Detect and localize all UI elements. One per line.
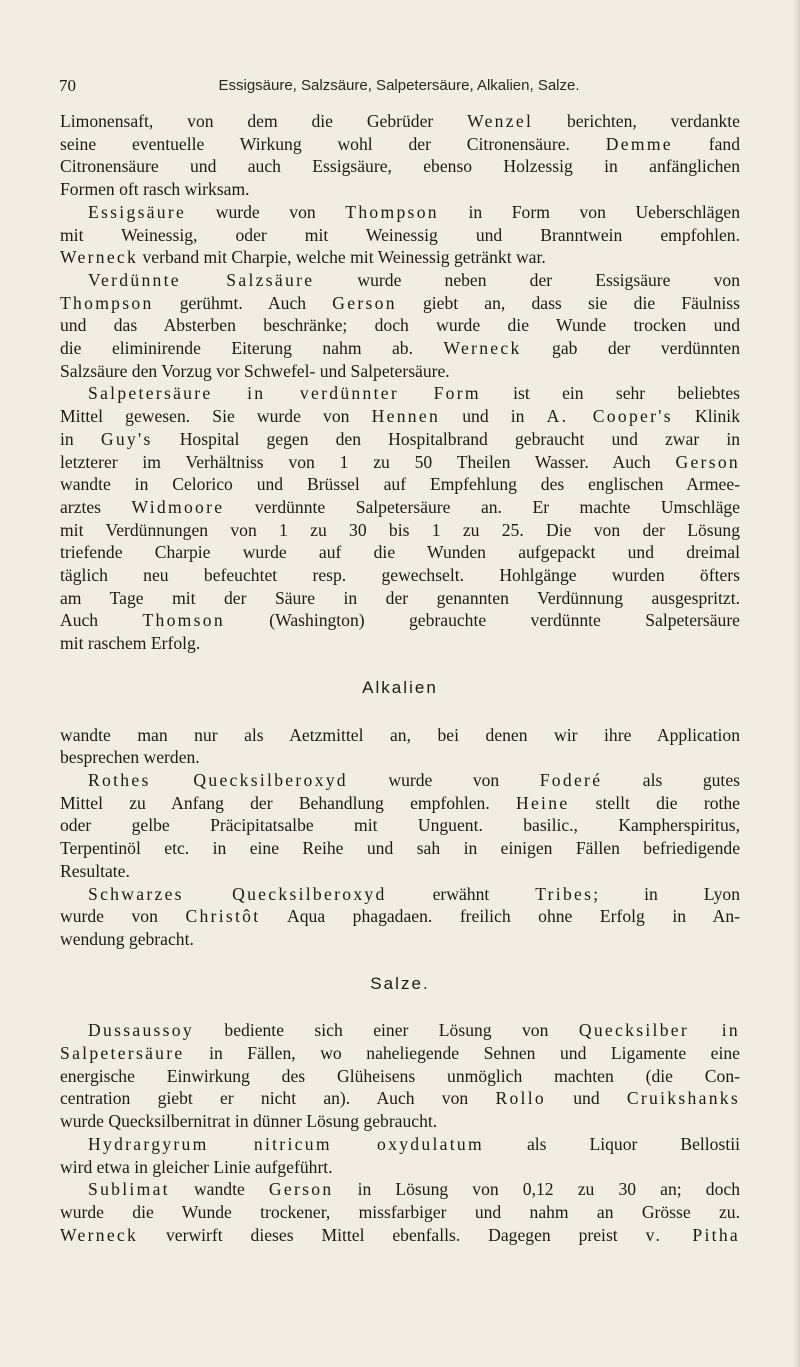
- text-run: mit Verdünnungen von 1 zu 30 bis 1 zu 25. Die von der Lösung: [60, 519, 740, 540]
- spaced-name: Sublimat: [88, 1179, 170, 1200]
- paragraph-salzsaeure: [60, 269, 740, 383]
- text-run: Citronensäure und auch Essigsäure, ebenso Holzessig in anfänglichen: [60, 156, 740, 177]
- text-run: verband mit Charpie, welche mit Weinessig getränkt war.: [138, 247, 546, 268]
- text-run: als gutes: [602, 769, 740, 790]
- text-run: am Tage mit der Säure in der genannten Verdünnung ausgespritzt.: [60, 587, 740, 608]
- paragraph-alkalien-intro: [60, 724, 740, 769]
- spaced-name: Salpetersäure: [60, 1043, 185, 1064]
- text-line: [60, 905, 740, 928]
- page-edge-shadow: [793, 0, 800, 1367]
- text-run: wendung gebracht.: [60, 928, 194, 949]
- text-line: [60, 587, 740, 610]
- text-run: (Washington) gebrauchte verdünnte Salpetersäure: [224, 610, 740, 631]
- text-run: wandte: [169, 1179, 269, 1200]
- text-line: [60, 769, 740, 792]
- text-line: [60, 1224, 740, 1247]
- text-line: [60, 428, 740, 451]
- text-run: berichten, verdankte: [533, 111, 740, 131]
- text-run: stellt die rothe: [569, 792, 740, 813]
- paragraph-schwarzes-quecksilberoxyd: [60, 883, 740, 951]
- text-line: [60, 496, 740, 519]
- text-line: [60, 1110, 740, 1133]
- text-run: und: [546, 1088, 627, 1109]
- spaced-name: Werneck: [60, 247, 139, 268]
- text-run: wurde von: [60, 906, 186, 927]
- text-run: in: [60, 428, 101, 449]
- spaced-name: Essigsäure: [88, 201, 187, 222]
- text-line: [60, 746, 740, 769]
- text-run: Limonensaft, von dem die Gebrüder: [60, 111, 468, 131]
- text-line: [60, 360, 740, 383]
- text-line: [60, 1201, 740, 1224]
- spaced-name: Thompson: [60, 292, 154, 313]
- text-line: [60, 1133, 740, 1156]
- text-line: [60, 564, 740, 587]
- text-run: mit Weinessig, oder mit Weinessig und Branntwein empfohlen.: [60, 224, 740, 245]
- spaced-name: Dussaussoy: [88, 1020, 194, 1041]
- text-run: arztes: [60, 496, 132, 517]
- text-line: [60, 314, 740, 337]
- spaced-name: Werneck: [443, 338, 522, 359]
- spaced-name: Gerson: [332, 292, 397, 313]
- spaced-name: Verdünnte Salzsäure: [88, 269, 315, 290]
- text-run: Terpentinöl etc. in eine Reihe und sah in einigen Fällen befriedigende: [60, 838, 740, 859]
- text-run: bediente sich einer Lösung von: [193, 1020, 579, 1041]
- spaced-name: Christôt: [185, 906, 261, 927]
- text-line: [60, 292, 740, 315]
- text-line: [60, 269, 740, 292]
- text-run: gerühmt. Auch: [153, 292, 333, 313]
- text-run: Formen oft rasch wirksam.: [60, 179, 250, 200]
- text-run: und in: [440, 406, 547, 427]
- text-run: in Fällen, wo naheliegende Sehnen und Ligamente eine: [184, 1043, 740, 1064]
- text-run: ist ein sehr beliebtes: [480, 383, 740, 404]
- text-run: oder gelbe Präcipitatsalbe mit Unguent. basilic., Kampherspiritus,: [60, 815, 740, 836]
- text-run: centration giebt er nicht an). Auch von: [60, 1088, 496, 1109]
- text-line: [60, 860, 740, 883]
- text-line: [60, 246, 740, 269]
- text-run: triefende Charpie wurde auf die Wunden aufgepackt und dreimal: [60, 542, 740, 563]
- text-line: [60, 1156, 740, 1179]
- text-line: [60, 1042, 740, 1065]
- text-run: Hospital gegen den Hospitalbrand gebraucht und zwar in: [152, 428, 740, 449]
- spaced-name: Wenzel: [467, 111, 534, 131]
- paragraph-limonensaft: [60, 110, 740, 201]
- spaced-name: Hydrargyrum nitricum oxydulatum: [88, 1133, 484, 1154]
- text-run: wandte in Celorico und Brüssel auf Empfehlung des englischen Armee-: [60, 474, 740, 495]
- text-run: täglich neu befeuchtet resp. gewechselt. Hohlgänge wurden öfters: [60, 565, 740, 586]
- text-run: energische Einwirkung des Glüheisens unmöglich machten (die Con-: [60, 1065, 740, 1086]
- text-run: wurde von: [347, 769, 540, 790]
- text-line: [60, 382, 740, 405]
- text-line: [60, 405, 740, 428]
- text-run: letzterer im Verhältniss von 1 zu 50 Theilen Wasser. Auch: [60, 451, 676, 472]
- text-line: [60, 632, 740, 655]
- text-line: [60, 609, 740, 632]
- text-line: [60, 928, 740, 951]
- text-run: verwirft dieses Mittel ebenfalls. Dagegen preist: [138, 1224, 646, 1245]
- page-number: 70: [59, 76, 76, 95]
- spaced-name: Salpetersäure in verdünnter Form: [88, 383, 481, 404]
- spaced-name: Demme: [605, 133, 673, 154]
- spaced-name: Hennen: [371, 406, 441, 427]
- paragraph-essigsaeure: [60, 201, 740, 269]
- text-line: [60, 1087, 740, 1110]
- text-run: Auch: [60, 610, 143, 631]
- text-line: [60, 155, 740, 178]
- text-line: [60, 541, 740, 564]
- text-line: [60, 110, 740, 133]
- text-run: Klinik: [672, 406, 740, 427]
- spaced-name: Rothes Quecksilberoxyd: [88, 769, 348, 790]
- text-line: [60, 724, 740, 747]
- text-run: ; in Lyon: [593, 883, 740, 904]
- text-line: [60, 814, 740, 837]
- text-line: [60, 1178, 740, 1201]
- section-heading-alkalien: Alkalien: [362, 677, 438, 697]
- text-run: verdünnte Salpetersäure an. Er machte Umschläge: [224, 496, 740, 517]
- text-line: [60, 1065, 740, 1088]
- spaced-name: Thomson: [142, 610, 225, 631]
- text-run: gab der verdünnten: [521, 338, 740, 359]
- text-run: wandte man nur als Aetzmittel an, bei denen wir ihre Application: [60, 724, 740, 745]
- page-header: [59, 76, 739, 96]
- text-run: Salzsäure den Vorzug vor Schwefel- und Salpetersäure.: [60, 360, 450, 381]
- text-line: [60, 337, 740, 360]
- paragraph-hydrargyrum: [60, 1133, 740, 1178]
- spaced-name: Gerson: [268, 1179, 334, 1200]
- text-run: in Lösung von 0,12 zu 30 an; doch: [333, 1179, 740, 1200]
- spaced-name: Tribes: [535, 883, 594, 904]
- text-run: Resultate.: [60, 860, 130, 881]
- text-run: wurde von: [186, 201, 346, 222]
- spaced-name: Rollo: [495, 1088, 546, 1109]
- text-run: giebt an, dass sie die Fäulniss: [396, 292, 740, 313]
- text-run: wurde Quecksilbernitrat in dünner Lösung gebraucht.: [60, 1111, 438, 1132]
- text-run: wurde neben der Essigsäure von: [314, 269, 740, 290]
- text-run: wurde die Wunde trockener, missfarbiger und nahm an Grösse zu.: [60, 1201, 740, 1222]
- text-run: mit raschem Erfolg.: [60, 633, 201, 654]
- spaced-name: Guy's: [100, 428, 153, 449]
- spaced-name: Foderé: [539, 769, 603, 790]
- spaced-name: Widmoore: [131, 496, 225, 517]
- text-line: [60, 224, 740, 247]
- spaced-name: Quecksilber in: [578, 1020, 740, 1041]
- text-line: [60, 883, 740, 906]
- body-text: [60, 110, 740, 1246]
- running-title: Essigsäure, Salzsäure, Salpetersäure, Alkalien, Salze.: [218, 77, 580, 94]
- text-line: [60, 837, 740, 860]
- text-run: seine eventuelle Wirkung wohl der Citronensäure.: [60, 133, 606, 154]
- text-run: Aqua phagadaen. freilich ohne Erfolg in An-: [260, 906, 740, 927]
- paragraph-dussaussoy: [60, 1019, 740, 1133]
- paragraph-sublimat: [60, 1178, 740, 1246]
- text-line: [60, 519, 740, 542]
- text-run: Mittel zu Anfang der Behandlung empfohlen.: [60, 792, 516, 813]
- text-run: und das Absterben beschränke; doch wurde die Wunde trocken und: [60, 315, 740, 336]
- text-run: wird etwa in gleicher Linie aufgeführt.: [60, 1156, 333, 1177]
- spaced-name: v. Pitha: [645, 1224, 741, 1245]
- spaced-name: Cruikshanks: [626, 1088, 741, 1109]
- text-run: erwähnt: [386, 883, 536, 904]
- text-run: fand: [672, 133, 740, 154]
- text-line: [60, 201, 740, 224]
- spaced-name: Schwarzes Quecksilberoxyd: [88, 883, 387, 904]
- spaced-name: A. Cooper's: [546, 406, 673, 427]
- spaced-name: Heine: [515, 792, 570, 813]
- text-line: [60, 1019, 740, 1042]
- text-run: besprechen werden.: [60, 747, 200, 768]
- paragraph-salpetersaeure: [60, 382, 740, 654]
- spaced-name: Werneck: [60, 1224, 139, 1245]
- text-line: [60, 133, 740, 156]
- text-run: Mittel gewesen. Sie wurde von: [60, 406, 372, 427]
- paragraph-rothes-quecksilberoxyd: [60, 769, 740, 883]
- text-run: in Form von Ueberschlägen: [438, 201, 740, 222]
- text-line: [60, 178, 740, 201]
- section-heading-salze: Salze.: [370, 973, 430, 993]
- text-line: [60, 451, 740, 474]
- text-run: als Liquor Bellostii: [484, 1133, 740, 1154]
- spaced-name: Thompson: [345, 201, 439, 222]
- text-line: [60, 473, 740, 496]
- text-line: [60, 792, 740, 815]
- spaced-name: Gerson: [675, 451, 740, 472]
- text-run: die eliminirende Eiterung nahm ab.: [60, 338, 444, 359]
